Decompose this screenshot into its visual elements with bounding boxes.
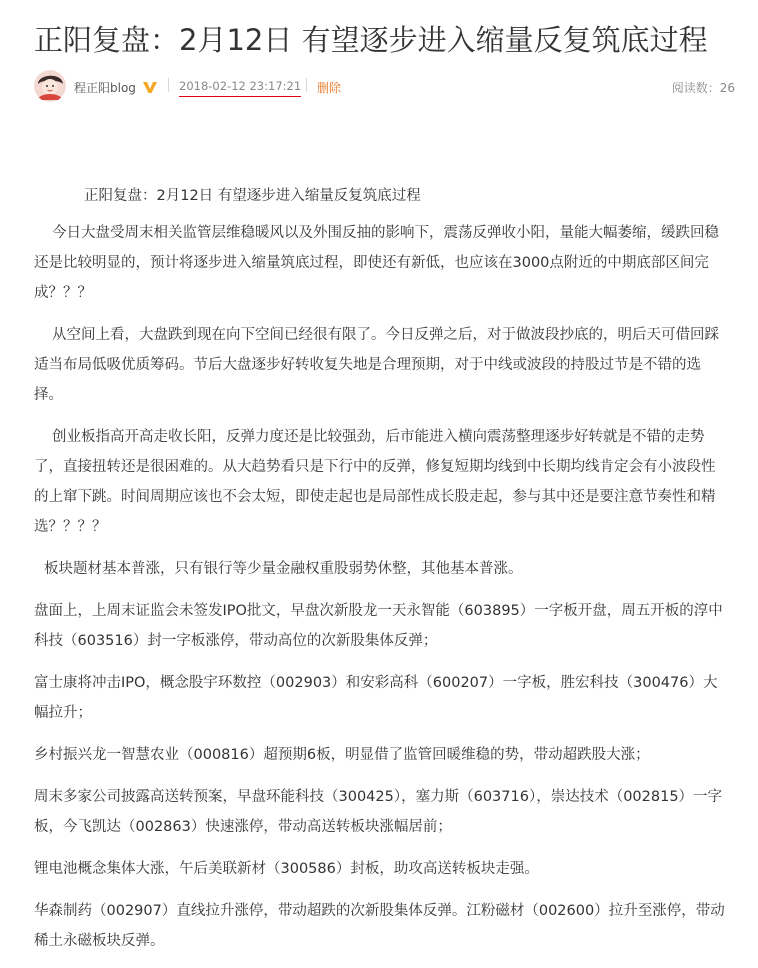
paragraph: 富士康将冲击IPO，概念股宇环数控（002903）和安彩高科（600207）一字板，胜宏科技（300476）大幅拉升； <box>34 675 718 721</box>
read-count: 阅读数：26 <box>671 81 735 95</box>
vip-badge-icon <box>142 79 158 93</box>
paragraph: 华森制药（002907）直线拉升涨停，带动超跌的次新股集体反弹。江粉磁材（002600）拉升至涨停，带动稀土永磁板块反弹。 <box>34 903 725 949</box>
paragraph: 板块题材基本普涨，只有银行等少量金融权重股弱势休整，其他基本普涨。 <box>44 561 523 577</box>
article-body <box>34 181 729 968</box>
author-link[interactable]: 程正阳blog <box>74 81 136 95</box>
article-meta <box>34 70 737 102</box>
delete-link[interactable]: 删除 <box>317 81 342 95</box>
paragraph: 锂电池概念集体大涨，午后美联新材（300586）封板，助攻高送转板块走强。 <box>34 861 539 877</box>
avatar[interactable] <box>34 70 66 102</box>
article-title: 正阳复盘：2月12日 有望逐步进入缩量反复筑底过程 <box>34 23 708 57</box>
paragraph: 从空间上看，大盘跌到现在向下空间已经很有限了。今日反弹之后，对于做波段抄底的，明后天可借回踩适当布局低吸优质筹码。节后大盘逐步好转收复失地是合理预期，对于中线或波段的持股过节是不错的选择。 <box>34 327 719 403</box>
divider <box>168 78 169 92</box>
paragraph: 今日大盘受周末相关监管层维稳暖风以及外围反抽的影响下，震荡反弹收小阳，量能大幅萎缩，缓跌回稳还是比较明显的，预计将逐步进入缩量筑底过程，即使还有新低，也应该在3000点附近的中期底部区间完成？？？ <box>34 225 719 301</box>
paragraph: 乡村振兴龙一智慧农业（000816）超预期6板，明显借了监管回暖维稳的势，带动超跌股大涨； <box>34 747 650 763</box>
paragraph: 创业板指高开高走收长阳，反弹力度还是比较强劲，后市能进入横向震荡整理逐步好转就是不错的走势了，直接扭转还是很困难的。从大趋势看只是下行中的反弹，修复短期均线到中长期均线肯定会有小波段性的上窜下跳。时间周期应该也不会太短，即使走起也是局部性成长股走起，参与其中还是要注意节奏性和精选？？？？ <box>34 429 716 535</box>
divider <box>306 78 307 92</box>
paragraph: 周末多家公司披露高送转预案，早盘环能科技（300425），塞力斯（603716），崇达技术（002815）一字板，今飞凯达（002863）快速涨停，带动高送转板块涨幅居前； <box>34 789 723 835</box>
body-heading: 正阳复盘：2月12日 有望逐步进入缩量反复筑底过程 <box>84 188 421 204</box>
publish-date: 2018-02-12 23:17:21 <box>179 79 301 97</box>
paragraph: 盘面上，上周末证监会未签发IPO批文，早盘次新股龙一天永智能（603895）一字板开盘，周五开板的淳中科技（603516）封一字板涨停，带动高位的次新股集体反弹； <box>34 603 723 649</box>
